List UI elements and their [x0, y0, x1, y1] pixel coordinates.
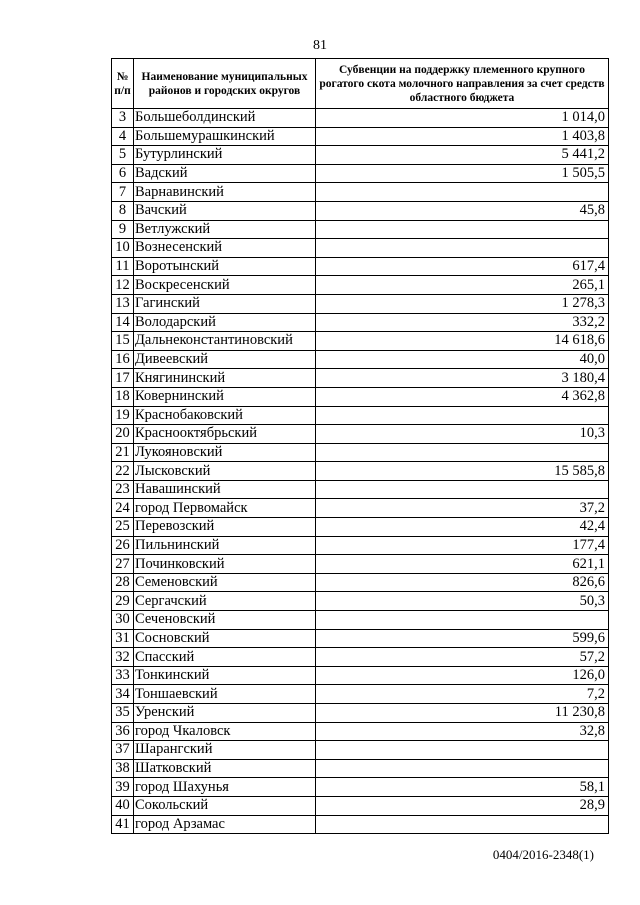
row-number: 17 — [112, 369, 134, 388]
row-value — [316, 220, 609, 239]
table-row — [112, 183, 609, 202]
table-row — [112, 480, 609, 499]
row-number: 25 — [112, 518, 134, 537]
table-row — [112, 704, 609, 723]
row-name: Тонкинский — [134, 666, 316, 685]
row-name: Вачский — [134, 201, 316, 220]
subsidy-table — [111, 58, 609, 834]
row-number: 13 — [112, 294, 134, 313]
table-row — [112, 425, 609, 444]
table-row — [112, 685, 609, 704]
row-name: Спасский — [134, 648, 316, 667]
row-name: Володарский — [134, 313, 316, 332]
row-number: 6 — [112, 164, 134, 183]
row-name: Варнавинский — [134, 183, 316, 202]
row-name: Починковский — [134, 555, 316, 574]
row-number: 10 — [112, 239, 134, 258]
header-num: № п/п — [112, 59, 134, 109]
table-row — [112, 109, 609, 128]
row-number: 23 — [112, 480, 134, 499]
row-name: город Шахунья — [134, 778, 316, 797]
table-row — [112, 276, 609, 295]
row-number: 12 — [112, 276, 134, 295]
table-row — [112, 369, 609, 388]
row-value — [316, 183, 609, 202]
row-value: 14 618,6 — [316, 332, 609, 351]
row-name: Дивеевский — [134, 350, 316, 369]
row-name: Вознесенский — [134, 239, 316, 258]
row-name: Навашинский — [134, 480, 316, 499]
table-row — [112, 536, 609, 555]
row-name: Бутурлинский — [134, 146, 316, 165]
row-value: 4 362,8 — [316, 387, 609, 406]
row-value: 826,6 — [316, 573, 609, 592]
row-value — [316, 759, 609, 778]
row-number: 39 — [112, 778, 134, 797]
row-number: 5 — [112, 146, 134, 165]
row-name: Воротынский — [134, 257, 316, 276]
row-value: 1 014,0 — [316, 109, 609, 128]
table-row — [112, 220, 609, 239]
table-row — [112, 313, 609, 332]
row-name: Дальнеконстантиновский — [134, 332, 316, 351]
row-value: 42,4 — [316, 518, 609, 537]
row-name: город Первомайск — [134, 499, 316, 518]
row-name: Сеченовский — [134, 611, 316, 630]
row-number: 33 — [112, 666, 134, 685]
row-value: 1 278,3 — [316, 294, 609, 313]
row-value: 7,2 — [316, 685, 609, 704]
row-name: Большеболдинский — [134, 109, 316, 128]
row-value: 11 230,8 — [316, 704, 609, 723]
row-name: Уренский — [134, 704, 316, 723]
row-number: 8 — [112, 201, 134, 220]
table-row — [112, 573, 609, 592]
row-value — [316, 406, 609, 425]
row-number: 41 — [112, 815, 134, 834]
table-row — [112, 666, 609, 685]
row-value: 621,1 — [316, 555, 609, 574]
row-number: 31 — [112, 629, 134, 648]
header-value: Субвенции на поддержку племенного крупного рогатого скота молочного направления за счет средств областного бюджета — [316, 59, 609, 109]
row-number: 24 — [112, 499, 134, 518]
row-value: 50,3 — [316, 592, 609, 611]
row-name: Тоншаевский — [134, 685, 316, 704]
row-value — [316, 815, 609, 834]
row-name: Шарангский — [134, 741, 316, 760]
table-row — [112, 350, 609, 369]
row-number: 26 — [112, 536, 134, 555]
row-name: Семеновский — [134, 573, 316, 592]
row-number: 27 — [112, 555, 134, 574]
row-number: 16 — [112, 350, 134, 369]
row-value: 32,8 — [316, 722, 609, 741]
table-header-row — [112, 59, 609, 109]
table-row — [112, 778, 609, 797]
row-name: Воскресенский — [134, 276, 316, 295]
table-row — [112, 239, 609, 258]
row-number: 36 — [112, 722, 134, 741]
table-row — [112, 332, 609, 351]
table-row — [112, 201, 609, 220]
row-number: 21 — [112, 443, 134, 462]
row-name: Гагинский — [134, 294, 316, 313]
page-number: 81 — [313, 38, 327, 53]
row-name: Сокольский — [134, 796, 316, 815]
row-value — [316, 480, 609, 499]
row-value: 40,0 — [316, 350, 609, 369]
row-value: 45,8 — [316, 201, 609, 220]
row-value: 5 441,2 — [316, 146, 609, 165]
row-value: 57,2 — [316, 648, 609, 667]
row-number: 11 — [112, 257, 134, 276]
row-name: Шатковский — [134, 759, 316, 778]
row-name: Лукояновский — [134, 443, 316, 462]
table-row — [112, 127, 609, 146]
row-value: 10,3 — [316, 425, 609, 444]
row-number: 32 — [112, 648, 134, 667]
row-value — [316, 239, 609, 258]
row-number: 3 — [112, 109, 134, 128]
row-number: 30 — [112, 611, 134, 630]
row-value: 3 180,4 — [316, 369, 609, 388]
row-value: 37,2 — [316, 499, 609, 518]
row-value: 177,4 — [316, 536, 609, 555]
table-row — [112, 462, 609, 481]
row-name: Ковернинский — [134, 387, 316, 406]
row-name: Краснобаковский — [134, 406, 316, 425]
row-value: 332,2 — [316, 313, 609, 332]
row-number: 7 — [112, 183, 134, 202]
row-value: 15 585,8 — [316, 462, 609, 481]
table-row — [112, 815, 609, 834]
table-body — [112, 109, 609, 834]
row-name: Лысковский — [134, 462, 316, 481]
table-row — [112, 722, 609, 741]
row-value: 126,0 — [316, 666, 609, 685]
row-number: 40 — [112, 796, 134, 815]
row-value — [316, 611, 609, 630]
row-number: 14 — [112, 313, 134, 332]
table-row — [112, 629, 609, 648]
row-name: Большемурашкинский — [134, 127, 316, 146]
row-number: 20 — [112, 425, 134, 444]
table-row — [112, 257, 609, 276]
row-name: город Арзамас — [134, 815, 316, 834]
row-value: 1 403,8 — [316, 127, 609, 146]
row-value: 265,1 — [316, 276, 609, 295]
row-value — [316, 443, 609, 462]
row-value: 617,4 — [316, 257, 609, 276]
row-name: Вадский — [134, 164, 316, 183]
table-row — [112, 796, 609, 815]
row-name: Княгининский — [134, 369, 316, 388]
table-row — [112, 146, 609, 165]
row-number: 28 — [112, 573, 134, 592]
row-name: Ветлужский — [134, 220, 316, 239]
row-number: 19 — [112, 406, 134, 425]
table-row — [112, 611, 609, 630]
row-name: Перевозский — [134, 518, 316, 537]
row-name: город Чкаловск — [134, 722, 316, 741]
table-row — [112, 648, 609, 667]
document-code: 0404/2016-2348(1) — [492, 847, 594, 862]
row-value — [316, 741, 609, 760]
row-value: 28,9 — [316, 796, 609, 815]
row-number: 18 — [112, 387, 134, 406]
row-name: Пильнинский — [134, 536, 316, 555]
row-name: Сергачский — [134, 592, 316, 611]
row-number: 4 — [112, 127, 134, 146]
table-row — [112, 592, 609, 611]
row-number: 15 — [112, 332, 134, 351]
table-row — [112, 499, 609, 518]
row-number: 37 — [112, 741, 134, 760]
row-number: 38 — [112, 759, 134, 778]
row-value: 1 505,5 — [316, 164, 609, 183]
header-name: Наименование муниципальных районов и городских округов — [134, 59, 316, 109]
row-number: 9 — [112, 220, 134, 239]
row-number: 34 — [112, 685, 134, 704]
table-row — [112, 518, 609, 537]
row-value: 58,1 — [316, 778, 609, 797]
row-number: 29 — [112, 592, 134, 611]
table-row — [112, 741, 609, 760]
table-row — [112, 406, 609, 425]
row-number: 22 — [112, 462, 134, 481]
table-row — [112, 555, 609, 574]
table-row — [112, 759, 609, 778]
table-row — [112, 294, 609, 313]
row-value: 599,6 — [316, 629, 609, 648]
table-row — [112, 164, 609, 183]
row-number: 35 — [112, 704, 134, 723]
table-row — [112, 443, 609, 462]
row-name: Краснооктябрьский — [134, 425, 316, 444]
row-name: Сосновский — [134, 629, 316, 648]
table-row — [112, 387, 609, 406]
